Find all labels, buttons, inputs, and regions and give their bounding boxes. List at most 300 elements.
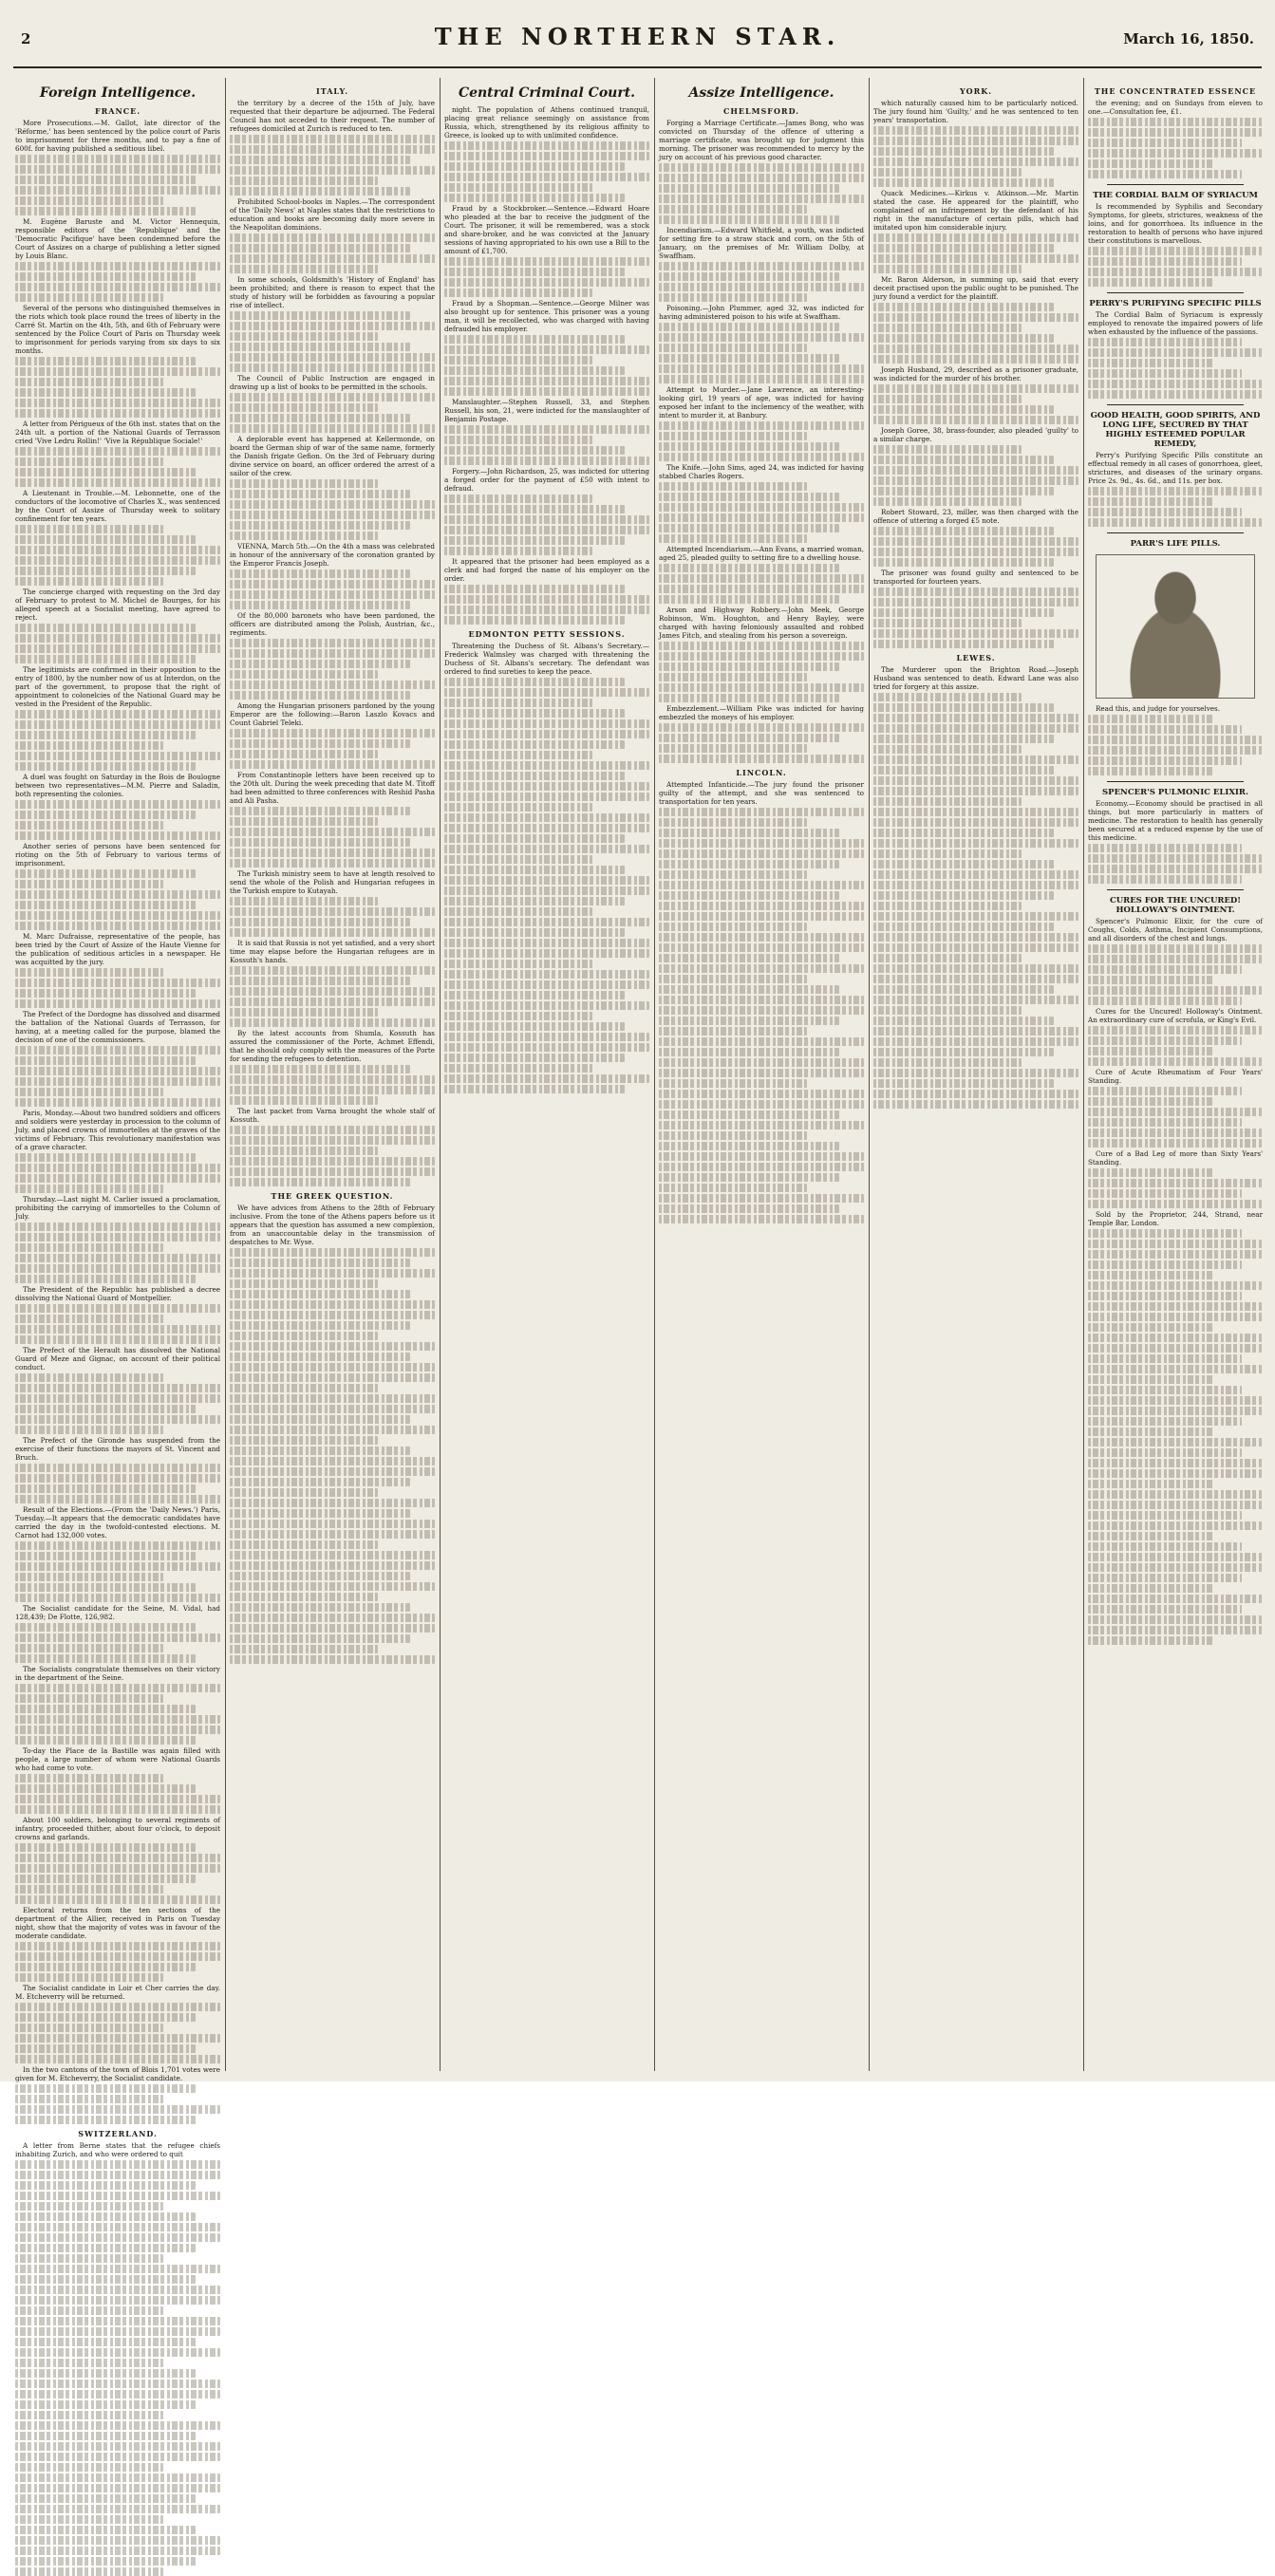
article-paragraph: In the two cantons of the town of Blois 1,701 votes were given for M. Etcheverry, the Socialist candidate. [15,2065,220,2082]
text-line [230,1363,435,1372]
text-line [15,2265,220,2273]
text-line [230,187,410,196]
text-line [873,1069,1078,1077]
text-line [444,824,649,832]
text-line [659,262,864,271]
text-line [230,233,435,242]
text-line [1088,1407,1263,1415]
text-line [15,989,196,998]
text-line [873,537,1078,546]
text-line [1088,944,1263,953]
article-paragraph: Prohibited School-books in Naples.—The correspondent of the 'Daily News' at Naples states that the restrictions to education and books are becoming daily more severe in the Neapolitan dominions. [230,197,435,232]
article-paragraph: Joseph Husband, 29, described as a prisoner graduate, was indicted for the murder of his brother. [873,365,1078,383]
text-line [444,980,649,989]
article-paragraph: Poisoning.—John Plummer, aged 32, was indicted for having administered poison to his wife at Swaffham. [659,304,864,321]
text-line [444,425,649,434]
text-line [230,760,435,769]
text-line [659,808,864,816]
text-line [1088,865,1263,873]
text-line [1088,986,1263,995]
text-line [444,1064,592,1073]
text-line [873,756,1078,764]
article-paragraph: We have advices from Athens to the 28th of February inclusive. From the tone of the Athens papers before us it appears that the question has assumed a new complexion, from an unaccountable delay in the transmission of despatches to Mr. Wyse. [230,1204,435,1246]
sub-heading: LINCOLN. [736,768,787,777]
text-line [15,731,196,739]
article-paragraph: the territory by a decree of the 15th of July, have requested that their departure be adjourned. The Federal Council has not acceded to their request. The number of refugees domiciled at Zurich is reduced to ten. [230,99,435,133]
article-paragraph: Threatening the Duchess of St. Albans's Secretary.—Frederick Walmsley was charged with threatening the Duchess of St. Albans's secretary. The defendant was ordered to find sureties to keep the peace. [444,642,649,676]
article-paragraph: the evening; and on Sundays from eleven to one.—Consultation fee, £1. [1088,99,1263,116]
text-line [659,1173,839,1182]
text-line [15,2369,196,2378]
text-line [15,535,196,544]
text-line [659,1069,864,1077]
text-line [1088,1448,1242,1457]
text-line [873,943,1078,952]
text-line [15,2034,220,2043]
text-line [659,975,807,983]
text-line [659,673,807,681]
text-line [230,750,378,758]
text-line [230,414,410,422]
text-line [659,1111,839,1119]
text-line [15,388,196,397]
text-line [444,772,625,780]
text-line [230,1086,435,1094]
article-paragraph: Of the 80,000 baronets who have been pardoned, the officers are distributed among the Polish, Austrian, &c., regiments. [230,611,435,637]
text-line [1088,1636,1213,1645]
text-line [1088,1036,1242,1045]
text-line [1088,487,1263,495]
text-line [659,891,839,900]
text-line [230,1415,410,1424]
sub-heading: ITALY. [315,86,349,96]
text-line [659,1017,839,1025]
text-line [659,663,839,671]
text-line [659,985,839,994]
text-line [444,257,649,266]
text-line [15,1805,220,1814]
text-line [15,2171,220,2179]
article-paragraph: night. The population of Athens continued tranquil, placing great reliance seemingly on assistance from Russia, which, strengthened by its religious affinity to Greece, is looked up to with unlimited confidence. [444,105,649,140]
text-line [1088,1365,1263,1373]
text-line [444,194,625,202]
text-line [444,751,592,759]
text-line [15,2453,220,2461]
text-line [444,866,625,874]
text-line [230,1248,435,1257]
text-line [15,1153,196,1162]
text-line [444,345,649,354]
text-line [230,532,378,540]
article-paragraph: Forging a Marriage Certificate.—James Bong, who was convicted on Thursday of the offence of uttering a marriage certificate, was brought up for judgment this morning. The prisoner was recommended to mercy by the jury on account of his previous good character. [659,119,864,161]
text-line [1088,1615,1263,1624]
article-paragraph: A letter from Périgueux of the 6th inst. states that on the 24th ult. a portion of the National Guards of Terrasson cried 'Vive Ledru Rollin!' 'Vive la République Sociale!' [15,420,220,445]
text-line [230,998,435,1006]
text-line [230,1178,410,1186]
text-line [1088,756,1242,765]
text-line [444,162,625,171]
text-line [15,2327,220,2336]
text-line [230,859,435,868]
text-line [659,1152,864,1161]
text-line [230,1488,378,1497]
article-paragraph: Embezzlement.—William Pike was indicted for having embezzled the moneys of his employer. [659,704,864,721]
text-line [230,1551,435,1559]
text-line [873,588,1078,596]
text-line [15,710,220,719]
text-line [15,293,163,302]
text-line [873,985,1054,994]
article-paragraph: It appeared that the prisoner had been employed as a clerk and had forged the name of his employer on the order. [444,557,649,583]
text-line [659,694,839,702]
text-line [230,311,410,320]
text-line [15,1325,220,1334]
text-line [873,902,1022,910]
text-line [230,265,378,273]
text-line [1088,1626,1263,1634]
text-line [1088,1344,1263,1353]
article-paragraph: Attempted Incendiarism.—Ann Evans, a married woman, aged 25, pleaded guilty to setting fire to a dwelling house. [659,545,864,562]
text-line [15,2380,220,2388]
text-line [15,979,220,987]
text-line [230,1520,435,1528]
article-paragraph: Robert Stoward, 23, miller, was then charged with the offence of uttering a forged £5 note. [873,508,1078,525]
text-line [659,375,864,383]
text-line [230,244,410,252]
text-line [659,1194,864,1203]
text-line [230,987,435,996]
text-line [659,215,839,224]
text-line [230,1384,378,1392]
text-line [1088,1271,1213,1279]
text-line [15,1684,220,1692]
text-line [230,1075,435,1084]
text-line [1088,1302,1263,1311]
text-line [15,468,196,476]
text-line [15,1384,220,1392]
text-line [659,923,807,931]
text-line [230,403,378,412]
article-paragraph: A Lieutenant in Trouble.—M. Lebonnette, one of the conductors of the locomotive of Charles X., was sentenced by the Court of Assize of Thursday week to solitary confinement for ten years. [15,489,220,523]
text-line [659,184,839,193]
text-line [873,923,1054,931]
text-line [1088,338,1242,346]
text-line [1088,1026,1263,1035]
text-line [15,752,220,760]
article-paragraph: The concierge charged with requesting on the 3rd day of February to protest to M. Michel de Bourges, for his alleged speech at a Socialist meeting, have agreed to reject. [15,588,220,622]
text-line [444,183,592,192]
text-line [1088,1428,1213,1436]
article-paragraph: Attempted Infanticide.—The jury found the prisoner guilty of the attempt, and she was sentenced to transportation for ten years. [659,780,864,806]
text-line [873,1048,1054,1056]
text-line [15,186,220,195]
text-line [15,1726,220,1734]
text-line [444,1012,592,1020]
text-line [230,670,378,679]
text-line [15,2473,220,2482]
divider [1107,184,1244,185]
text-line [230,601,410,609]
text-line [659,174,864,182]
text-line [659,453,864,461]
text-line [1088,1129,1263,1137]
text-line [873,416,1078,424]
text-line [873,345,1078,353]
text-line [1088,159,1213,168]
text-line [230,1332,378,1340]
text-line [15,1046,220,1055]
text-line [230,838,410,847]
article-paragraph: A letter from Berne states that the refugee chiefs inhabiting Zurich, and who were ordered to quit [15,2141,220,2158]
text-line [873,881,1078,889]
text-line [659,195,864,203]
text-line [444,1001,649,1010]
text-line [444,960,592,968]
text-line [1088,1240,1263,1248]
text-line [444,526,649,534]
text-line [873,147,1054,156]
text-line [659,1079,807,1088]
text-line [873,640,1054,648]
text-line [15,655,196,663]
text-line [873,1037,1078,1046]
text-line [659,881,864,889]
text-line [15,1795,220,1803]
text-line [15,1233,220,1241]
text-line [659,642,864,650]
text-line [230,1008,378,1017]
text-line [659,1058,864,1067]
text-line [230,1593,378,1601]
article-paragraph: Electoral returns from the ten sections of the department of the Allier, received in Paris on Tuesday night, show that the majority of votes was in favour of the moderate candidate. [15,1906,220,1940]
text-line [15,1973,163,1982]
text-line [1088,1200,1263,1208]
text-line [230,1259,410,1267]
text-line [444,1085,625,1093]
text-line [1088,1168,1213,1177]
text-line [873,693,1022,701]
text-line [15,378,163,386]
text-line [659,912,864,921]
text-line [1088,1521,1263,1530]
text-line [873,975,1078,983]
article-paragraph: A deplorable event has happened at Kellermonde, on board the German ship of war of the same name, formerly the Danish frigate Gefion. On the 3rd of February during divine service on board, an officer ordered the arrest of a sailor of the crew. [230,435,435,477]
section-title: Assize Intelligence. [688,85,834,101]
column-rule [869,78,870,2071]
text-line [15,1963,196,1971]
text-line [659,964,864,973]
text-line [873,714,1078,722]
text-line [230,1394,435,1403]
text-line [15,2348,220,2357]
text-line [15,1705,196,1713]
text-line [444,495,592,503]
text-line [1088,844,1242,852]
article-paragraph: The President of the Republic has published a decree dissolving the National Guard of Montpellier. [15,1285,220,1302]
article-paragraph: Joseph Goree, 38, brass-founder, also pleaded 'guilty' to a similar charge. [873,426,1078,443]
article-paragraph: The Murderer upon the Brighton Road.—Joseph Husband was sentenced to death. Edward Lane was also tried for forgery at this assize. [873,665,1078,691]
text-line [230,1509,410,1518]
text-line [659,564,839,572]
text-line [444,387,649,396]
text-line [659,1048,839,1056]
text-line [15,176,196,184]
text-line [873,870,1078,879]
text-line [15,2105,220,2114]
article-paragraph: Forgery.—John Richardson, 25, was indicted for uttering a forged order for the payment of £50 with intent to defraud. [444,467,649,493]
text-line [444,907,592,916]
article-paragraph: VIENNA, March 5th.—On the 4th a mass was celebrated in honour of the anniversary of the coronation granted by the Emperor Francis Joseph. [230,542,435,568]
text-line [659,1121,864,1129]
sub-heading: THE CONCENTRATED ESSENCE [1094,86,1257,96]
text-line [230,145,435,154]
text-line [15,2055,220,2063]
text-line [230,977,410,985]
text-line [659,442,839,451]
text-line [15,1264,220,1273]
text-line [15,165,220,174]
article-paragraph: The Turkish ministry seem to have at length resolved to send the whole of the Polish and Hungarian refugees in the Turkish empire to Kutayah. [230,869,435,895]
text-line [659,354,839,363]
text-line [15,1864,220,1873]
text-line [230,897,378,905]
text-line [873,933,1078,942]
divider [1107,781,1244,782]
text-line [1088,1229,1242,1238]
text-line [15,762,196,771]
text-line [15,2463,163,2472]
article-paragraph: which naturally caused him to be particularly noticed. The jury found him 'Guilty,' and he was sentenced to ten years' transportation. [873,99,1078,124]
text-line [230,1478,410,1486]
article-paragraph: The prisoner was found guilty and sentenced to be transported for fourteen years. [873,569,1078,586]
text-line [15,2044,196,2053]
text-line [1088,1396,1263,1405]
text-line [230,1147,378,1155]
text-line [15,741,163,750]
text-line [873,964,1078,973]
text-line [15,1373,163,1382]
text-line [1088,976,1213,984]
sub-heading: CHELMSFORD. [722,106,799,116]
article-paragraph: Attempt to Murder.—Jane Lawrence, an interesting-looking girl, 19 years of age, was indicted for having exposed her infant to the inclemency of the weather, with intent to murder it, at Banbury. [659,385,864,420]
text-line [230,739,410,748]
text-line [15,624,196,632]
text-line [1088,118,1263,126]
text-line [444,366,625,375]
text-line [230,1530,435,1539]
text-line [15,800,220,809]
text-line [873,629,1078,638]
text-line [873,598,1078,607]
article-paragraph: Cures for the Uncured! Holloway's Ointment. An extraordinary cure of scrofula, or King's Evil. [1088,1007,1263,1024]
article-paragraph: Result of the Elections.—(From the 'Daily News.') Paris, Tuesday.—It appears that the democratic candidates have carried the day in the twofold-contested elections. M. Carnot had 132,000 votes. [15,1505,220,1540]
text-line [444,547,592,555]
text-line [444,1033,649,1041]
text-line [15,2024,163,2032]
text-line [230,590,435,599]
text-line [1088,359,1213,367]
text-line [230,424,435,433]
text-line [15,890,220,899]
text-line [659,734,839,742]
text-line [15,1633,220,1642]
article-paragraph: Paris, Monday.—About two hundred soldiers and officers and soldiers were yesterday in procession to the column of July, and placed crowns of immortelles at the graves of the victims of February. This revolutionary manifestation was of a grave character. [15,1109,220,1151]
text-line [873,466,1078,475]
text-line [659,996,864,1004]
text-line [659,839,864,848]
text-line [659,421,864,430]
text-line [1088,128,1263,137]
section-title: Foreign Intelligence. [39,85,197,101]
text-line [15,1098,220,1107]
text-line [1088,1108,1263,1116]
text-line [659,829,839,837]
text-line [873,776,1078,785]
text-line [444,719,649,728]
text-line [444,1074,649,1083]
text-line [444,1022,625,1031]
text-line [1088,1469,1263,1478]
text-line [15,2084,196,2093]
text-line [1088,746,1263,755]
text-line [444,730,649,738]
text-line [15,1394,220,1403]
text-line [659,323,839,331]
column-4 [659,82,864,2067]
text-line [444,335,625,344]
text-line [444,740,625,749]
text-line [444,876,649,885]
text-line [230,1321,410,1330]
text-line [15,2013,196,2022]
article-paragraph: The Prefect of the Gironde has suspended from the exercise of their functions the mayors of St. Vincent and Bruch. [15,1436,220,1462]
article-paragraph: Economy.—Economy should be practised in all things, but more particularly in matters of medicine. The restoration to health has generally been secured at a reduced expense by the use of this medicine. [1088,799,1263,842]
text-line [15,1484,196,1493]
article-paragraph: Spencer's Pulmonic Elixir, for the cure of Coughs, Colds, Asthma, Incipient Consumptions, and all disorders of the chest and lungs. [1088,917,1263,943]
article-paragraph: To-day the Place de la Bastille was again filled with people, a large number of whom were National Guards who had come to vote. [15,1746,220,1772]
text-line [1088,257,1242,266]
text-line [230,490,410,498]
advertisement-title: GOOD HEALTH, GOOD SPIRITS, AND LONG LIFE, SECURED BY THAT HIGHLY ESTEEMED POPULAR REMEDY, [1090,411,1261,449]
text-line [15,2526,196,2534]
text-line [1088,1438,1263,1447]
text-line [1088,1354,1242,1363]
text-line [873,244,1054,252]
text-line [230,849,435,857]
text-line [444,457,649,465]
text-line [230,254,435,263]
text-line [659,524,839,532]
text-line [873,808,1078,816]
text-line [444,813,649,822]
text-line [873,849,1022,858]
text-line [230,1426,435,1434]
article-paragraph: Sold by the Proprietor, 244, Strand, near Temple Bar, London. [1088,1210,1263,1227]
text-line [15,2421,220,2430]
sub-heading: SWITZERLAND. [78,2129,158,2138]
column-3 [444,82,649,2067]
text-line [230,1300,435,1309]
text-line [230,1405,435,1413]
sub-heading: LEWES. [956,653,996,663]
text-line [230,353,435,362]
text-line [873,891,1054,900]
text-line [444,505,625,513]
text-line [230,156,410,164]
text-line [15,1405,196,1413]
text-line [15,811,196,819]
text-line [230,332,378,341]
